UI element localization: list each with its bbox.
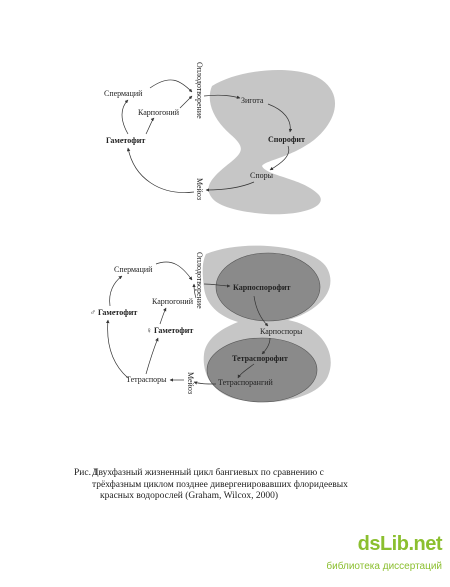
bottom-carpogonium-label: Карпогоний	[152, 297, 193, 306]
top-life-cycle-diagram	[104, 62, 335, 214]
bottom-meiosis-label: Мейоз	[186, 372, 195, 394]
tetrasporophyte-ellipse	[207, 338, 317, 402]
top-zygote-label: Зигота	[241, 96, 264, 105]
carpospores-label: Карпоспоры	[260, 327, 303, 336]
watermark-logo: dsLib.net	[357, 533, 442, 555]
bottom-arrow-spermatia-to-fertilization	[156, 262, 192, 280]
watermark-subtitle: библиотека диссертаций	[326, 561, 442, 572]
tetrasporophyte-label: Тетраспорофит	[232, 354, 288, 363]
watermark	[292, 533, 442, 577]
caption-line-2: трёхфазным циклом позднее дивергенировавших флоридеевых	[92, 479, 348, 490]
bottom-spermatia-label: Спермаций	[114, 265, 153, 274]
figure-number: Рис. 1	[74, 468, 99, 478]
top-arrow-meiosis-to-gametophyte	[128, 148, 194, 193]
top-arrow-carpogonium-to-fertilization	[180, 96, 192, 108]
caption-line-3: красных водорослей (Graham, Wilcox, 2000)	[100, 491, 279, 501]
bottom-fertilization-label: Оплодотворение	[195, 252, 204, 309]
top-arrow-gametophyte-to-spermatia	[122, 100, 128, 134]
top-sporophyte-label: Спорофит	[268, 135, 305, 144]
tetrasporangium-label: Тетраспорангий	[218, 378, 273, 387]
figure-caption	[74, 468, 412, 503]
top-arrow-gametophyte-to-carpogonium	[146, 118, 154, 134]
bottom-arrow-female-gametophyte-to-carpogonium	[160, 308, 166, 324]
bottom-male-gametophyte-label: ♂ Гаметофит	[90, 308, 138, 317]
top-gametophyte-label: Гаметофит	[106, 136, 146, 145]
bottom-arrow-tetraspores-to-female-gametophyte	[146, 338, 158, 374]
top-fertilization-label: Оплодотворение	[195, 62, 204, 119]
bottom-tetraspores-label: Тетраспоры	[126, 375, 167, 384]
top-arrow-spermatia-to-fertilization	[150, 80, 192, 92]
bottom-arrow-male-gametophyte-to-spermatia	[110, 276, 122, 306]
top-meiosis-label: Мейоз	[195, 178, 204, 200]
carposporophyte-label: Карпоспорофит	[233, 283, 291, 292]
bottom-life-cycle-diagram	[90, 246, 331, 403]
bottom-arrow-tetraspores-to-male-gametophyte	[108, 320, 128, 378]
bottom-female-gametophyte-label: ♀ Гаметофит	[146, 326, 194, 335]
top-carpogonium-label: Карпогоний	[138, 108, 179, 117]
top-spermatia-label: Спермаций	[104, 89, 143, 98]
caption-line-1: Двухфазный жизненный цикл бангиевых по сравнению с	[92, 468, 324, 478]
top-spores-label: Споры	[250, 171, 273, 180]
